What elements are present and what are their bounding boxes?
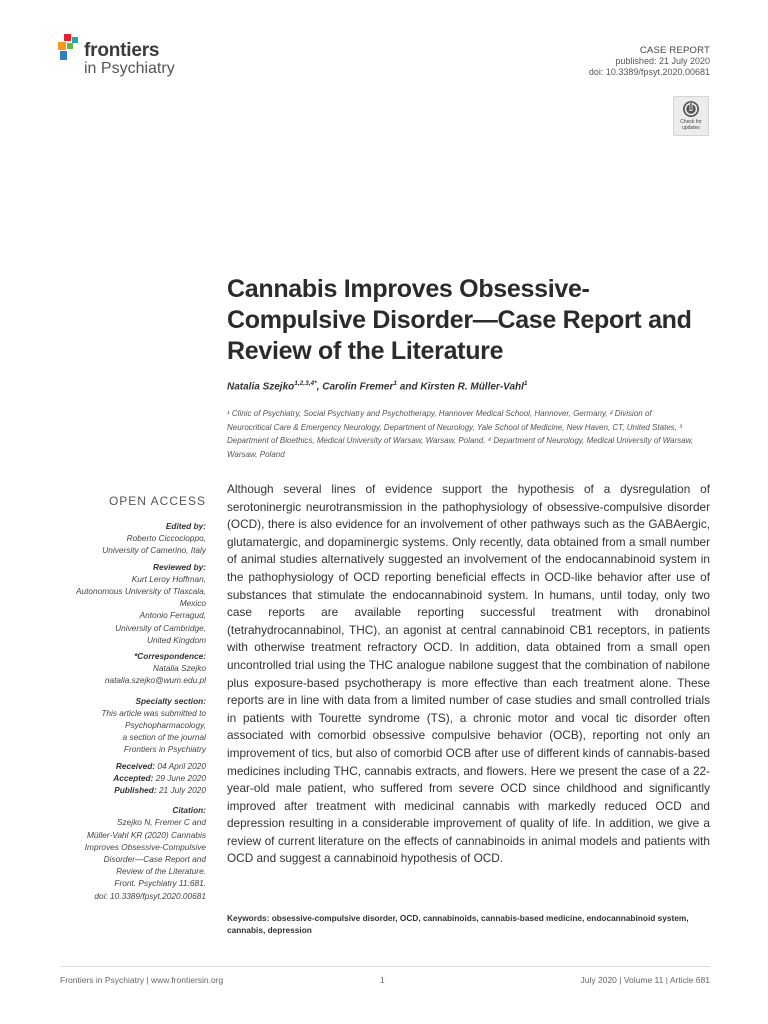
citation-doi[interactable]: doi: 10.3389/fpsyt.2020.00681 [94,890,206,901]
published-date: published: 21 July 2020 [615,56,710,66]
received-label: Received: [115,760,156,771]
article-meta [589,45,710,78]
check-updates-label: Check for updates [680,119,702,131]
frontiers-logo-icon [58,34,82,62]
citation-line: Front. Psychiatry 11:681. [114,878,206,889]
correspondence-name: Natalia Szejko [152,663,206,674]
citation-line: Review of the Literature. [116,866,206,877]
citation-line: Müller-Vahl KR (2020) Cannabis [87,829,206,840]
abstract-text: Although several lines of evidence support the hypothesis of a dysregulation of serotoninergic neurotransmission in the pathophysiology of obsessive-compulsive disorder (OCD), there is also evidence for an involvement of other pathways such as the GABAergic, glutamatergic, and dopaminergic systems. Only recently, data obtained from a small number of animal studies alternatively suggested an involvement of the endocannabinoid system in the pathophysiology of OCD reporting beneficial effects in OCD-like behavior after use of substances that stimulate the endocannabinoid system. In humans, until today, only two case reports are available reporting successful treatment with dronabinol (tetrahydrocannabinol, THC), an agonist at central cannabinoid CB1 receptors, in patients with otherwise treatment refractory OCD. In addition, data obtained from a small open uncontrolled trial using the THC analogue nabilone suggest that the combination of nabilone plus exposure-based psychotherapy is more effective than each treatment alone. These reports are in line with data from a limited number of case studies and small controlled trials in patients with Tourette syndrome (TS), a chronic motor and vocal tic disorder often associated with comorbid obsessive compulsive behavior (OCB), reporting not only an improvement of tics, but also of comorbid OCB after use of different kinds of cannabis-based medicines including THC, cannabis extracts, and flowers. Here we present the case of a 22-year-old male patient, who suffered from severe OCD since childhood and significantly improved after treatment with medicinal cannabis with markedly reduced OCD and depression resulting in a considerable improvement of quality of life. In addition, we give a review of current literature on the effects of cannabinoids in animal models and patients with OCD and suggest a cannabinoid hypothesis of OCD. [227,482,710,866]
reviewer-line: Antonio Ferragud, [139,610,206,621]
author-affil-sup: 1 [393,380,398,387]
specialty-line: Psychopharmacology, [124,720,206,731]
specialty-label: Specialty section: [135,695,206,706]
article-doi[interactable]: doi: 10.3389/fpsyt.2020.00681 [588,67,710,77]
author-list [227,380,717,392]
reviewer-line: Mexico [179,598,206,609]
citation-line: Improves Obsessive-Compulsive [84,841,206,852]
author-name[interactable]: Carolin Fremer [322,381,394,393]
reviewer-line: United Kingdom [146,634,206,645]
reviewer-line: Kurt Leroy Hoffman, [131,573,206,584]
open-access-label: OPEN ACCESS [108,494,206,508]
author-affil-sup: 1,2,3,4* [294,380,317,387]
published-sidebar-date [60,784,206,796]
footer-divider [60,966,710,967]
citation-label: Citation: [172,805,206,816]
footer-journal-link[interactable]: Frontiers in Psychiatry | www.frontiersin.org [60,975,224,985]
reviewer-line: University of Cambridge, [115,622,206,633]
specialty-line: This article was submitted to [101,707,206,718]
correspondence-label: *Correspondence: [134,651,206,662]
article-title: Cannabis Improves Obsessive-Compulsive Disorder—Case Report and Review of the Literature [227,275,692,365]
received-value: 04 April 2020 [157,760,206,771]
editor-line: Roberto Ciccocioppo, [126,533,206,544]
journal-subtitle: in Psychiatry [84,60,175,77]
correspondence-email[interactable]: natalia.szejko@wum.edu.pl [104,675,206,686]
journal-logo[interactable] [58,34,208,84]
reviewer-line: Autonomous University of Tlaxcala, [75,586,206,597]
accepted-date [60,772,206,784]
author-separator: and [397,381,421,393]
citation-line: Disorder—Case Report and [103,854,206,865]
page-number: 1 [380,975,385,985]
journal-name: frontiers [84,40,160,61]
affiliations: ¹ Clinic of Psychiatry, Social Psychiatry and Psychotherapy, Hannover Medical School, Hannover, Germany, ² Division of Neurocritical Care & Emergency Neurology, Department of Neurology, Yale School of Medicine, New Haven, CT, United States, ³ Department of Bioethics, Medical University of Warsaw, Warsaw, Poland, ⁴ Department of Neurology, Medical University of Warsaw, Warsaw, Poland [227,409,694,459]
accepted-value: 29 June 2020 [155,772,206,783]
footer-issue-info: July 2020 | Volume 11 | Article 681 [580,975,710,985]
author-name[interactable]: Kirsten R. Müller-Vahl [420,381,524,393]
article-sidebar [60,520,206,902]
specialty-line: a section of the journal [122,732,206,743]
received-date [60,760,206,772]
author-name[interactable]: Natalia Szejko [227,381,295,393]
author-separator: , [316,381,323,393]
editor-line: University of Camerino, Italy [102,545,206,556]
article-type: CASE REPORT [639,45,710,56]
keywords: Keywords: obsessive-compulsive disorder, OCD, cannabinoids, cannabis-based medicine, endocannabinoid system, cannabis, depression [227,913,689,935]
published-label: Published: [114,785,157,796]
citation-line: Szejko N, Fremer C and [117,817,206,828]
accepted-label: Accepted: [113,772,154,783]
crossmark-icon [682,100,700,118]
author-affil-sup: 1 [523,380,528,387]
edited-by-label: Edited by: [165,521,206,531]
reviewed-by-label: Reviewed by: [152,561,206,572]
specialty-line: Frontiers in Psychiatry [123,744,206,755]
check-for-updates-button[interactable] [673,96,709,136]
published-value: 21 July 2020 [158,785,206,796]
